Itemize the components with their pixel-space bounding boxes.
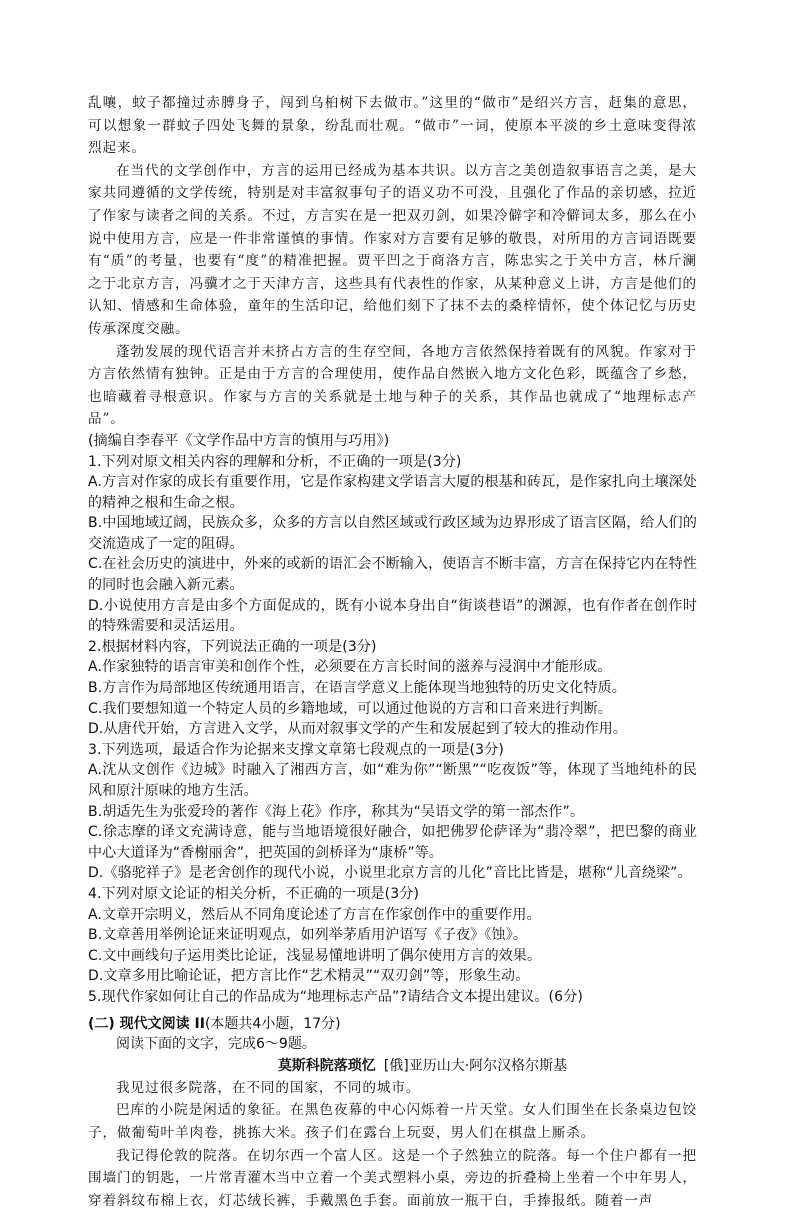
story-paragraph-3: 我记得伦敦的院落。在切尔西一个富人区。这是一个子然独立的院落。每一个住户都有一把围墙门的钥匙，一片常青灌木当中立着一个美式塑料小桌，旁边的折叠椅上坐着一个中年男人，穿着斜纹布棉上衣，灯芯绒长裤，手戴黑色手套。面前放一瓶干白，手捧报纸。随着一声 <box>88 1145 697 1212</box>
question-1-option-c: C.在社会历史的演进中，外来的或新的语汇会不断输入，使语言不断丰富，方言在保持它内在特性的同时也会融入新元素。 <box>88 554 697 595</box>
question-2-option-c: C.我们要想知道一个特定人员的乡籍地域，可以通过他说的方言和口音来进行判断。 <box>88 699 697 720</box>
source-note: (摘编自李春平《文学作品中方言的慎用与巧用》) <box>88 431 697 452</box>
essay-paragraph-2: 在当代的文学创作中，方言的运用已经成为基本共识。以方言之美创造叙事语言之美，是大家共同遵循的文学传统，特别是对丰富叙事句子的语义功不可没，且强化了作品的亲切感，拉近了作家与读者之间的关系。不过，方言实在是一把双刃剑，如果冷僻字和冷僻词太多，那么在小说中使用方言，应是一件非常谨慎的事情。作家对方言要有足够的敬畏，对所用的方言词语既要有“质”的考量，也要有“度”的精准把握。贾平凹之于商洛方言，陈忠实之于关中方言，林斤澜之于北京方言，冯骥才之于天津方言，这些具有代表性的作家，从某种意义上讲，方言是他们的认知、情感和生命体验，童年的生活印记，给他们刻下了抹不去的桑梓情怀，使个体记忆与历史传承深度交融。 <box>88 160 697 341</box>
question-4-option-b: B.文章善用举例论证来证明观点，如列举茅盾用沪语写《子夜》《蚀》。 <box>88 925 697 946</box>
question-3-option-d: D.《骆驼祥子》是老舍创作的现代小说，小说里北京方言的儿化”音比比皆是，堪称“儿音绕梁”。 <box>88 863 697 884</box>
question-3-option-a: A.沈从文创作《边城》时融入了湘西方言，如“难为你”“断黑”“吃夜饭”等，体现了当地纯朴的民风和原汁原味的地方生活。 <box>88 760 697 801</box>
question-5-stem: 5.现代作家如何让自己的作品成为“地理标志产品”?请结合文本提出建议。(6分) <box>88 987 697 1008</box>
question-1-option-d: D.小说使用方言是由多个方面促成的，既有小说本身出自“街谈巷语”的渊源，也有作者在创作时的特殊需要和灵活运用。 <box>88 596 697 637</box>
story-paragraph-2: 巴库的小院是闲适的象征。在黑色夜幕的中心闪烁着一片天堂。女人们围坐在长条桌边包饺子，做葡萄叶羊肉卷，挑拣大米。孩子们在露台上玩耍，男人们在棋盘上厮杀。 <box>88 1099 697 1144</box>
story-title-line <box>148 1055 697 1077</box>
essay-paragraph-3: 蓬勃发展的现代语言并未挤占方言的生存空间，各地方言依然保持着既有的风貌。作家对于方言依然情有独钟。正是由于方言的合理使用，使作品自然嵌入地方文化色彩，既蕴含了乡愁，也暗藏着寻根意识。作家与方言的关系就是土地与种子的关系，其作品也就成了“地理标志产品”。 <box>88 341 697 431</box>
section-heading-detail: (本题共4小题，17分) <box>205 1016 341 1032</box>
story-paragraph-1: 我见过很多院落，在不同的国家，不同的城市。 <box>88 1077 697 1100</box>
question-1-option-a: A.方言对作家的成长有重要作用，它是作家构建文学语言大厦的根基和砖瓦，是作家扎向土壤深处的精神之根和生命之根。 <box>88 472 697 513</box>
question-3-option-c: C.徐志摩的译文充满诗意，能与当地语境很好融合，如把佛罗伦萨译为“翡冷翠”，把巴黎的商业中心大道译为“香榭丽舍”，把英国的剑桥译为“康桥”等。 <box>88 822 697 863</box>
question-4-option-a: A.文章开宗明义，然后从不同角度论述了方言在作家创作中的重要作用。 <box>88 905 697 926</box>
question-3-option-b: B.胡适先生为张爱玲的著作《海上花》作序，称其为“吴语文学的第一部杰作”。 <box>88 802 697 823</box>
section-heading <box>88 1014 697 1035</box>
question-3-stem: 3.下列选项，最适合作为论据来支撑文章第七段观点的一项是(3分) <box>88 740 697 761</box>
section-heading-label: (二) 现代文阅读 II <box>88 1016 205 1032</box>
question-2-option-b: B.方言作为局部地区传统通用语言，在语言学意义上能体现当地独特的历史文化特质。 <box>88 678 697 699</box>
story-author: [俄]亚历山大·阿尔汉格尔斯基 <box>384 1058 567 1074</box>
question-4-stem: 4.下列对原文论证的相关分析，不正确的一项是(3分) <box>88 884 697 905</box>
question-2-option-a: A.作家独特的语言审美和创作个性，必须要在方言长时间的滋养与浸润中才能形成。 <box>88 657 697 678</box>
story-title: 莫斯科院落琐忆 <box>278 1058 376 1074</box>
essay-paragraph-1: 乱嚷，蚊子都撞过赤膊身子，闯到乌桕树下去做市。”这里的“做市”是绍兴方言，赶集的意思，可以想象一群蚊子四处飞舞的景象，纷乱而壮观。“做市”一词，使原本平淡的乡土意味变得浓烈起来。 <box>88 92 697 160</box>
question-2-stem: 2.根据材料内容，下列说法正确的一项是(3分) <box>88 637 697 658</box>
question-1-option-b: B.中国地域辽阔，民族众多，众多的方言以自然区域或行政区域为边界形成了语言区隔，给人们的交流造成了一定的阻碍。 <box>88 513 697 554</box>
question-1-stem: 1.下列对原文相关内容的理解和分析，不正确的一项是(3分) <box>88 452 697 473</box>
question-4-option-d: D.文章多用比喻论证，把方言比作“艺术精灵”“双刃剑”等，形象生动。 <box>88 966 697 987</box>
question-2-option-d: D.从唐代开始，方言进入文学，从而对叙事文学的产生和发展起到了较大的推动作用。 <box>88 719 697 740</box>
question-4-option-c: C.文中画线句子运用类比论证，浅显易懂地讲明了偶尔使用方言的效果。 <box>88 946 697 967</box>
section-instruction: 阅读下面的文字，完成6～9题。 <box>88 1034 697 1055</box>
